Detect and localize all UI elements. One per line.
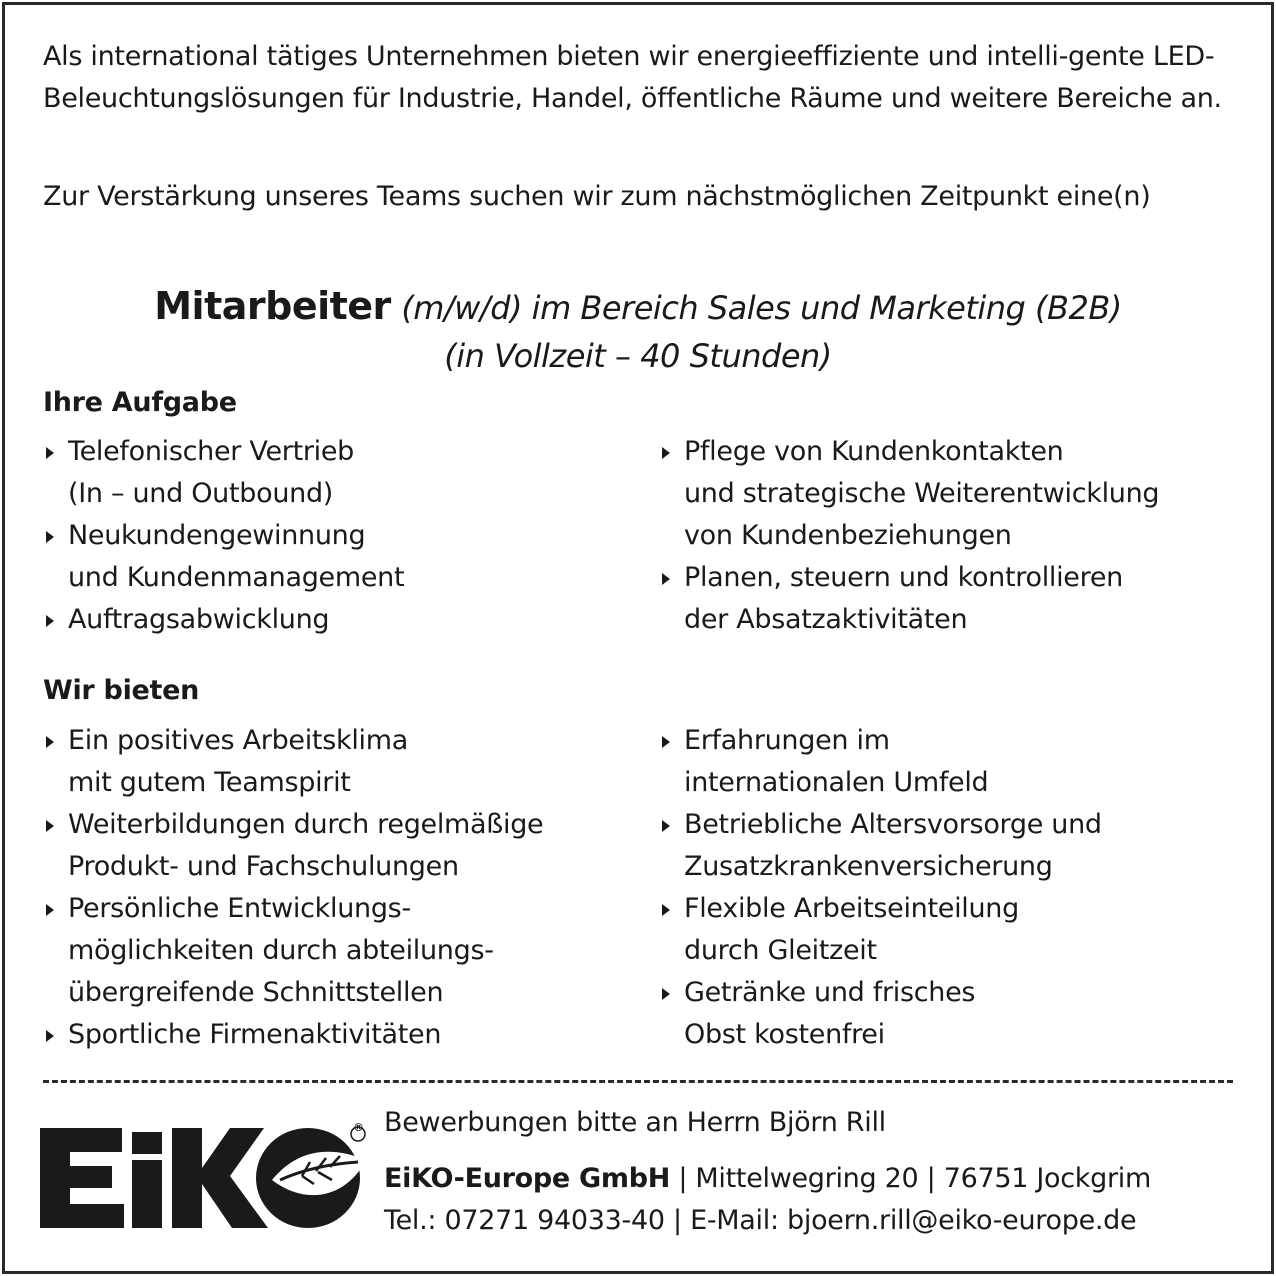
contact-line-2 bbox=[384, 1159, 1151, 1199]
list-item: Persönliche Entwicklungs- möglichkeiten durch abteilungs- übergreifende Schnittstellen bbox=[43, 888, 643, 1014]
list-item: Pflege von Kundenkontakten und strategische Weiterentwicklung von Kundenbeziehungen bbox=[659, 431, 1259, 557]
list-item: Ein positives Arbeitsklima mit gutem Teamspirit bbox=[43, 720, 643, 804]
eiko-logo bbox=[40, 1118, 370, 1238]
aufgabe-list-left bbox=[43, 431, 633, 641]
job-title-main: Mitarbeiter bbox=[154, 284, 391, 328]
section-heading-aufgabe: Ihre Aufgabe bbox=[43, 387, 237, 418]
company-name: EiKO-Europe GmbH bbox=[384, 1163, 671, 1194]
job-title-hours: (in Vollzeit – 40 Stunden) bbox=[444, 337, 832, 375]
bieten-list-right bbox=[659, 720, 1259, 1056]
list-item: Sportliche Firmenaktivitäten bbox=[43, 1014, 643, 1056]
bieten-list-left bbox=[43, 720, 643, 1056]
list-item: Erfahrungen im internationalen Umfeld bbox=[659, 720, 1259, 804]
list-item: Telefonischer Vertrieb (In – und Outbound) bbox=[43, 431, 633, 515]
intro-paragraph-1: Als international tätiges Unternehmen bieten wir energieeffiziente und intelli-gente LED-Beleuchtungslösungen für Industrie, Handel, öffentliche Räume und weitere Bereiche an. bbox=[43, 41, 1222, 114]
list-item: Flexible Arbeitseinteilung durch Gleitzeit bbox=[659, 888, 1259, 972]
registered-mark: ® bbox=[353, 1121, 364, 1134]
list-item: Auftragsabwicklung bbox=[43, 599, 633, 641]
list-item: Weiterbildungen durch regelmäßige Produkt- und Fachschulungen bbox=[43, 804, 643, 888]
intro-paragraph-2: Zur Verstärkung unseres Teams suchen wir zum nächstmöglichen Zeitpunkt eine(n) bbox=[43, 181, 1151, 212]
dashed-divider bbox=[43, 1080, 1233, 1083]
job-title-sub: (m/w/d) im Bereich Sales und Marketing (B2B) bbox=[401, 289, 1122, 327]
list-item: Getränke und frisches Obst kostenfrei bbox=[659, 972, 1259, 1056]
list-item: Planen, steuern und kontrollieren der Absatzaktivitäten bbox=[659, 557, 1259, 641]
aufgabe-list-right bbox=[659, 431, 1259, 641]
eiko-logo-icon bbox=[40, 1118, 370, 1238]
company-address: | Mittelwegring 20 | 76751 Jockgrim bbox=[670, 1163, 1151, 1194]
job-title bbox=[0, 282, 1276, 380]
list-item: Betriebliche Altersvorsorge und Zusatzkrankenversicherung bbox=[659, 804, 1259, 888]
contact-line-1: Bewerbungen bitte an Herrn Björn Rill bbox=[384, 1107, 886, 1138]
section-heading-bieten: Wir bieten bbox=[43, 675, 200, 706]
list-item: Neukundengewinnung und Kundenmanagement bbox=[43, 515, 633, 599]
contact-line-3: Tel.: 07271 94033-40 | E-Mail: bjoern.rill@eiko-europe.de bbox=[384, 1205, 1137, 1236]
